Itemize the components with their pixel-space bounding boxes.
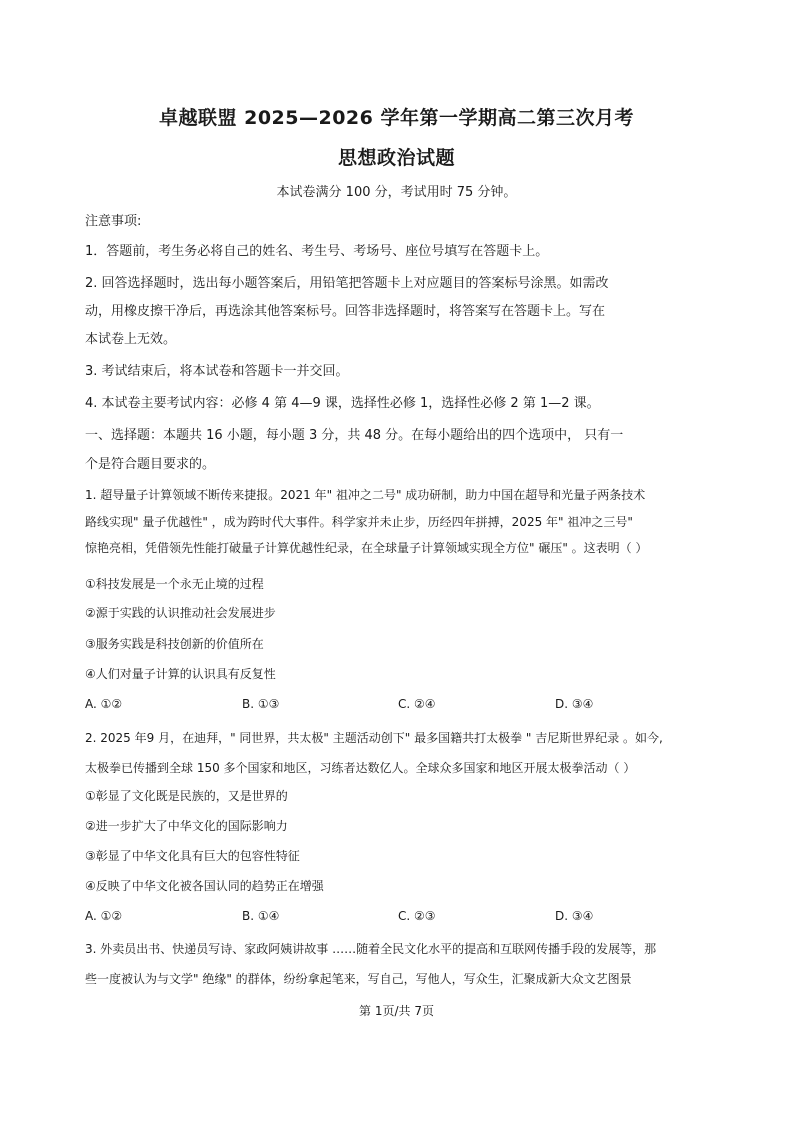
question-item: ②源于实践的认识推动社会发展进步 xyxy=(85,606,276,620)
option-b: B. ①④ xyxy=(242,909,280,923)
option-c: C. ②④ xyxy=(398,697,436,711)
option-a: A. ①② xyxy=(85,909,123,923)
note-line: 动，用橡皮擦干净后，再选涂其他答案标号。回答非选择题时，将答案写在答题卡上。写在 xyxy=(85,304,606,319)
option-d: D. ③④ xyxy=(555,909,594,923)
section-heading: 个是符合题目要求的。 xyxy=(85,457,216,472)
page-number: 第 1页/共 7页 xyxy=(359,1004,434,1018)
exam-title: 卓越联盟 2025—2026 学年第一学期高二第三次月考 xyxy=(159,107,634,129)
question-stem: 2. 2025 年9 月，在迪拜，" 同世界，共太极" 主题活动创下" 最多国籍共打太极拳 " 吉尼斯世界纪录 。如今, xyxy=(85,731,663,745)
notes-heading: 注意事项: xyxy=(85,214,142,229)
question-stem: 太极拳已传播到全球 150 多个国家和地区，习练者达数亿人。全球众多国家和地区开展太极拳活动（ ） xyxy=(85,761,636,775)
section-heading: 一、选择题：本题共 16 小题，每小题 3 分，共 48 分。在每小题给出的四个选项中， 只有一 xyxy=(85,428,624,443)
answer-options xyxy=(85,697,715,713)
note-line: 1．答题前，考生务必将自己的姓名、考生号、考场号、座位号填写在答题卡上。 xyxy=(85,244,549,259)
question-stem: 些一度被认为与文学" 绝缘" 的群体，纷纷拿起笔来，写自己，写他人，写众生，汇聚成新大众文艺图景 xyxy=(85,972,632,986)
question-item: ①科技发展是一个永无止境的过程 xyxy=(85,577,264,591)
answer-options xyxy=(85,909,715,925)
note-line: 4. 本试卷主要考试内容：必修 4 第 4—9 课，选择性必修 1，选择性必修 2 第 1—2 课。 xyxy=(85,396,600,411)
question-item: ②进一步扩大了中华文化的国际影响力 xyxy=(85,819,288,833)
question-item: ④人们对量子计算的认识具有反复性 xyxy=(85,667,276,681)
subject-title: 思想政治试题 xyxy=(337,147,455,169)
question-item: ①彰显了文化既是民族的，又是世界的 xyxy=(85,789,288,803)
option-a: A. ①② xyxy=(85,697,123,711)
option-b: B. ①③ xyxy=(242,697,280,711)
question-stem: 1. 超导量子计算领域不断传来捷报。2021 年" 祖冲之二号" 成功研制，助力中国在超导和光量子两条技术 xyxy=(85,488,646,502)
note-line: 3. 考试结束后，将本试卷和答题卡一并交回。 xyxy=(85,364,349,379)
question-item: ③彰显了中华文化具有巨大的包容性特征 xyxy=(85,849,300,863)
question-stem: 惊艳亮相，凭借领先性能打破量子计算优越性纪录，在全球量子计算领域实现全方位" 碾压" 。这表明（ ） xyxy=(85,541,648,555)
question-item: ④反映了中华文化被各国认同的趋势正在增强 xyxy=(85,879,324,893)
option-c: C. ②③ xyxy=(398,909,436,923)
note-line: 2. 回答选择题时，选出每小题答案后，用铅笔把答题卡上对应题目的答案标号涂黑。如需改 xyxy=(85,276,609,291)
exam-info: 本试卷满分 100 分，考试用时 75 分钟。 xyxy=(276,185,517,200)
question-stem: 3. 外卖员出书、快递员写诗、家政阿姨讲故事 ……随着全民文化水平的提高和互联网传播手段的发展等，那 xyxy=(85,942,657,956)
option-d: D. ③④ xyxy=(555,697,594,711)
question-stem: 路线实现" 量子优越性" ，成为跨时代大事件。科学家并未止步，历经四年拼搏，2025 年" 祖冲之三号" xyxy=(85,515,633,529)
question-item: ③服务实践是科技创新的价值所在 xyxy=(85,637,264,651)
note-line: 本试卷上无效。 xyxy=(85,332,177,347)
